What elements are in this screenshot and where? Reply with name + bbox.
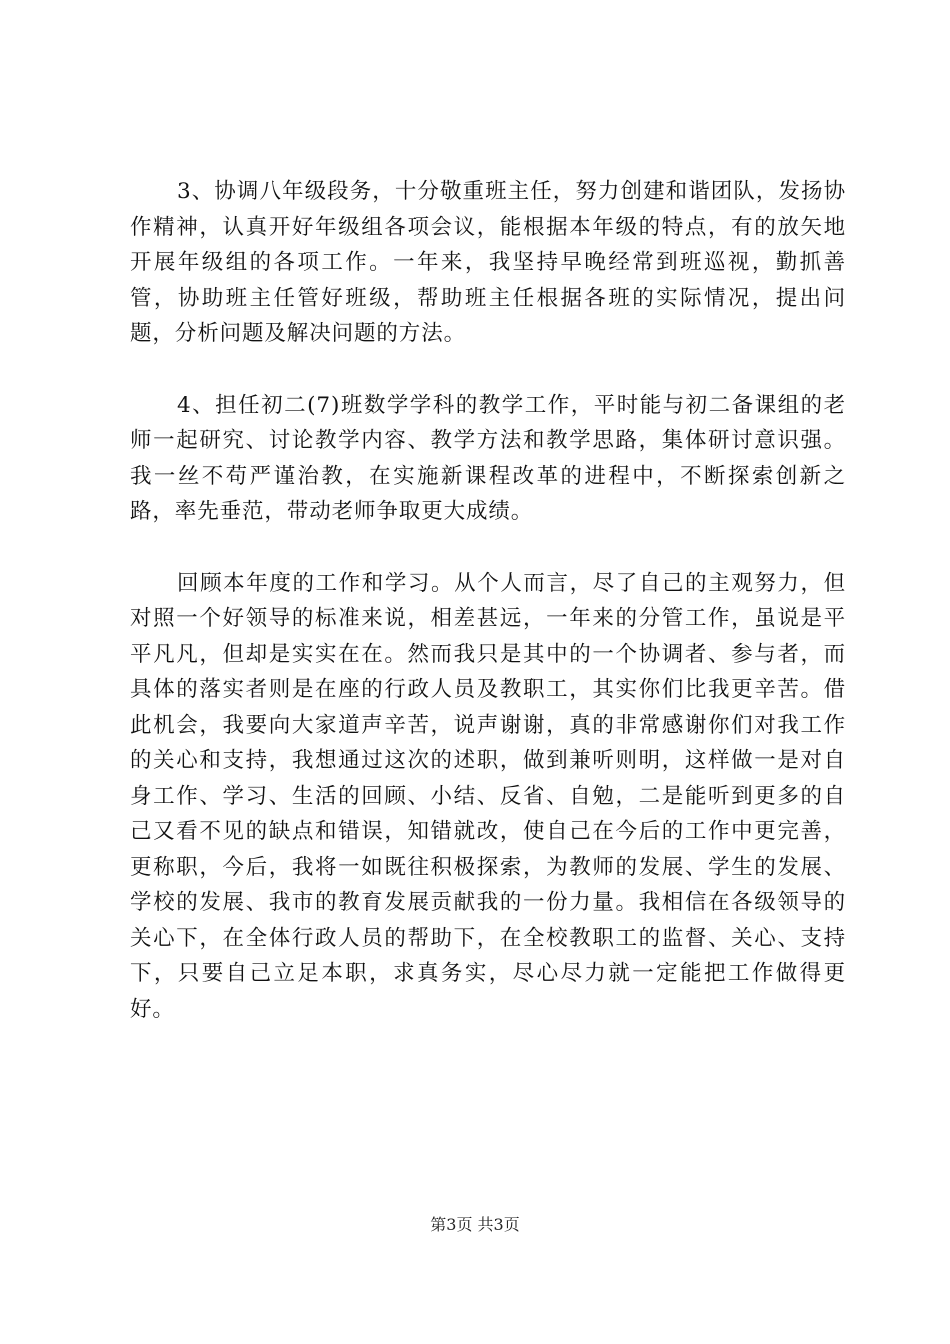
paragraph-item-3: 3、协调八年级段务，十分敬重班主任，努力创建和谐团队，发扬协作精神，认真开好年级组各项会议，能根据本年级的特点，有的放矢地开展年级组的各项工作。一年来，我坚持早晚经常到班巡视，勤抓善管，协助班主任管好班级，帮助班主任根据各班的实际情况，提出问题，分析问题及解决问题的方法。: [130, 179, 846, 346]
document-body: [130, 174, 846, 1063]
paragraph-item-4: 4、担任初二(7)班数学学科的教学工作，平时能与初二备课组的老师一起研究、讨论教学内容、教学方法和教学思路，集体研讨意识强。我一丝不苟严谨治教，在实施新课程改革的进程中，不断探索创新之路，率先垂范，带动老师争取更大成绩。: [130, 392, 846, 524]
paragraph-review: 回顾本年度的工作和学习。从个人而言，尽了自己的主观努力，但对照一个好领导的标准来说，相差甚远，一年来的分管工作，虽说是平平凡凡，但却是实实在在。然而我只是其中的一个协调者、参与者，而具体的落实者则是在座的行政人员及教职工，其实你们比我更辛苦。借此机会，我要向大家道声辛苦，说声谢谢，真的非常感谢你们对我工作的关心和支持，我想通过这次的述职，做到兼听则明，这样做一是对自身工作、学习、生活的回顾、小结、反省、自勉，二是能听到更多的自己又看不见的缺点和错误，知错就改，使自己在今后的工作中更完善，更称职，今后，我将一如既往积极探索，为教师的发展、学生的发展、学校的发展、我市的教育发展贡献我的一份力量。我相信在各级领导的关心下，在全体行政人员的帮助下，在全校教职工的监督、关心、支持下，只要自己立足本职，求真务实，尽心尽力就一定能把工作做得更好。: [130, 570, 846, 1022]
page-number-footer: 第3页 共3页: [430, 1215, 520, 1234]
